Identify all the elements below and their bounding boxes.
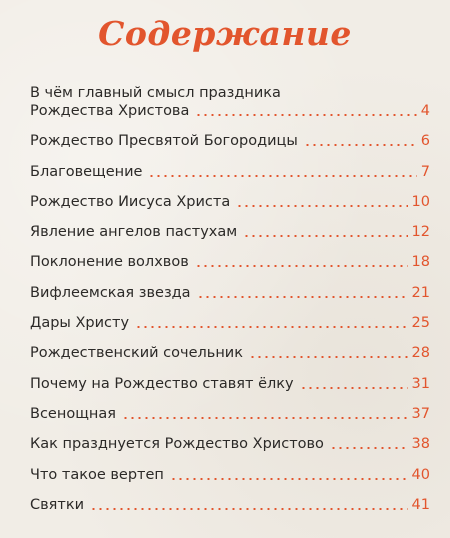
toc-entry	[30, 120, 430, 150]
toc-page-number: 28	[411, 345, 430, 362]
toc-entry-label: Явление ангелов пастухам	[30, 224, 238, 241]
toc-entry-label: Всенощная	[30, 405, 116, 422]
toc-entry-label: Рождественский сочельник	[30, 345, 243, 362]
toc-entry-label: Рождества Христова	[30, 103, 190, 119]
toc-entry-label: Поклонение волхвов	[30, 254, 189, 271]
toc-page-number: 7	[420, 163, 430, 180]
toc-page-number: 41	[411, 496, 430, 513]
toc-entry-label: Рождество Пресвятой Богородицы	[30, 133, 298, 150]
toc-entry	[30, 393, 430, 423]
toc-entry	[30, 72, 430, 120]
toc-entry	[30, 271, 430, 301]
toc-page-number: 38	[411, 436, 430, 453]
dot-leader	[236, 205, 407, 207]
toc-entry	[30, 453, 430, 483]
toc-entry	[30, 302, 430, 332]
toc-entry	[30, 362, 430, 392]
toc-page-number: 4	[420, 103, 430, 119]
dot-leader	[170, 478, 408, 480]
dot-leader	[197, 296, 408, 298]
toc-entry-label: Почему на Рождество ставят ёлку	[30, 375, 294, 392]
toc-entry	[30, 241, 430, 271]
dot-leader	[249, 356, 408, 358]
toc-page-number: 40	[411, 466, 430, 483]
toc-page-number: 37	[411, 405, 430, 422]
dot-leader	[195, 265, 408, 267]
dot-leader	[304, 144, 417, 146]
dot-leader	[300, 387, 408, 389]
toc-page-number: 10	[411, 193, 430, 210]
toc-entry-label: Святки	[30, 496, 85, 513]
toc-page-number: 6	[420, 133, 430, 150]
toc-entry-label: Рождество Иисуса Христа	[30, 193, 231, 210]
toc-page-number: 31	[411, 375, 430, 392]
toc-entry	[30, 484, 430, 514]
toc-entry-label: Как празднуется Рождество Христово	[30, 436, 324, 453]
toc-page-number: 21	[411, 284, 430, 301]
dot-leader	[330, 447, 408, 449]
dot-leader	[195, 114, 416, 116]
toc-page-number: 25	[411, 315, 430, 332]
toc-entry-label: Дары Христу	[30, 315, 130, 332]
toc-page-number: 18	[411, 254, 430, 271]
toc-entry-label: Вифлеемская звезда	[30, 284, 191, 301]
dot-leader	[135, 326, 408, 328]
toc-entry	[30, 211, 430, 241]
toc-entry-label: Что такое вертеп	[30, 466, 164, 483]
page-title: Содержание	[98, 14, 352, 53]
toc-entry	[30, 423, 430, 453]
dot-leader	[122, 417, 408, 419]
toc-entry	[30, 332, 430, 362]
table-of-contents	[30, 72, 430, 514]
dot-leader	[148, 175, 416, 177]
toc-entry	[30, 150, 430, 180]
toc-entry-label: Благовещение	[30, 163, 143, 180]
toc-entry-label-line1: В чём главный смысл праздника	[30, 85, 281, 101]
toc-entry	[30, 181, 430, 211]
dot-leader	[243, 235, 407, 237]
dot-leader	[90, 508, 408, 510]
toc-page-number: 12	[411, 224, 430, 241]
